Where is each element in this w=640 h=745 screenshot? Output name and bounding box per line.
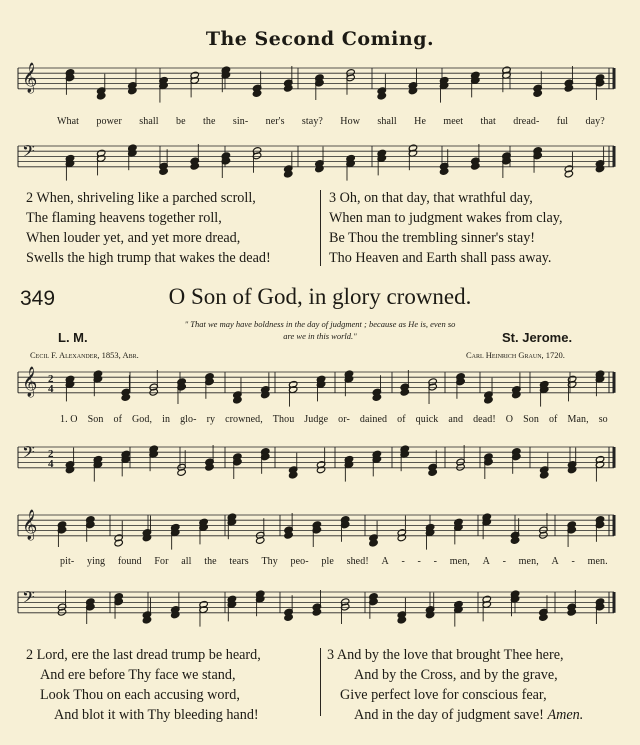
- lyric-syllable: shall: [377, 116, 397, 127]
- lyric-syllable: peo-: [290, 556, 309, 567]
- lyric-syllable: power: [96, 116, 122, 127]
- lyric-syllable: men.: [587, 556, 608, 567]
- verse-line: And blot it with Thy bleeding hand!: [54, 707, 259, 723]
- tune-name: St. Jerome.: [502, 330, 573, 345]
- lyric-syllable: and: [448, 414, 464, 425]
- lyric-syllable: men,: [449, 556, 470, 567]
- verse-line: The flaming heavens together roll,: [26, 210, 222, 226]
- bass-clef-icon: 𝄢: [22, 442, 35, 466]
- lyric-syllable: the: [204, 556, 217, 567]
- lyric-syllable: A: [381, 556, 389, 567]
- time-signature-bottom: 4: [48, 383, 54, 395]
- verse-line: Give perfect love for conscious fear,: [340, 687, 547, 703]
- verse-2-top: [26, 188, 271, 268]
- lyric-syllable: 1. O: [60, 414, 78, 425]
- lyric-syllable: all: [181, 556, 192, 567]
- lyric-syllable: shall: [139, 116, 159, 127]
- lyric-syllable: day?: [585, 116, 605, 127]
- bass-clef-icon: 𝄢: [22, 587, 35, 611]
- verse-line: 2 When, shriveling like a parched scroll,: [26, 190, 256, 206]
- time-signature-bottom: 4: [48, 458, 54, 470]
- lyric-syllable: dread-: [513, 116, 540, 127]
- lyric-syllable: quick: [415, 414, 439, 425]
- verse-line: Look Thou on each accusing word,: [40, 687, 240, 703]
- lyric-syllable: meet: [443, 116, 464, 127]
- lyric-syllable: dained: [359, 414, 388, 425]
- verse-line: When louder yet, and yet more dread,: [26, 230, 241, 246]
- lyric-syllable: men,: [518, 556, 539, 567]
- lyric-syllable: Man,: [567, 414, 589, 425]
- lyric-syllable: crowned,: [225, 414, 263, 425]
- lyric-syllable: Judge: [304, 414, 329, 425]
- hymn-meter: L. M.: [58, 330, 88, 345]
- amen: Amen.: [547, 707, 584, 723]
- lyric-syllable: shed!: [346, 556, 369, 567]
- treble-clef-icon: 𝄞: [22, 63, 38, 93]
- lyric-syllable: -: [417, 556, 421, 567]
- lyric-syllable: Son: [523, 414, 539, 425]
- scripture-epigraph: " That we may have boldness in the day of judgment ; because as He is, even so are we in this world.": [184, 319, 456, 341]
- lyric-syllable: found: [117, 556, 142, 567]
- lyric-syllable: For: [154, 556, 169, 567]
- time-signature-top: 2: [48, 448, 54, 460]
- treble-clef-icon: 𝄞: [22, 510, 38, 540]
- verse-3: [327, 645, 583, 725]
- lyric-syllable: ple: [321, 556, 334, 567]
- lyric-syllable: -: [401, 556, 405, 567]
- lyric-syllable: ry: [206, 414, 216, 425]
- verse-line: And by the Cross, and by the grave,: [354, 667, 558, 683]
- lyric-syllable: What: [57, 116, 80, 127]
- lyric-syllable: O: [505, 414, 514, 425]
- verse-line: And in the day of judgment save! Amen.: [354, 707, 584, 723]
- lyric-syllable: Thou: [272, 414, 295, 425]
- lyric-syllable: ful: [556, 116, 569, 127]
- verse-number: 3: [329, 190, 337, 206]
- lyric-syllable: God,: [131, 414, 153, 425]
- verse-number: 3: [327, 647, 335, 663]
- hymn-number: 349: [20, 287, 56, 310]
- lyric-syllable: tears: [229, 556, 249, 567]
- verse-divider: [320, 648, 321, 716]
- lyric-syllable: of: [548, 414, 558, 425]
- lyric-syllable: stay?: [301, 116, 323, 127]
- time-signature-top: 2: [48, 373, 54, 385]
- lyric-syllable: be: [175, 116, 186, 127]
- verse-line: Swells the high trump that wakes the dead!: [26, 250, 271, 266]
- lyric-syllable: A: [482, 556, 490, 567]
- verse-line: Be Thou the trembling sinner's stay!: [329, 230, 536, 246]
- verse-number: 2: [26, 647, 34, 663]
- verse-line: When man to judgment wakes from clay,: [329, 210, 563, 226]
- verse-line: Tho Heaven and Earth shall pass away.: [329, 250, 552, 266]
- lyric-syllable: of: [397, 414, 406, 425]
- treble-clef-icon: 𝄞: [22, 367, 38, 397]
- lyric-syllable: so: [598, 414, 608, 425]
- verse-line: 3 Oh, on that day, that wrathful day,: [329, 190, 533, 206]
- lyric-syllable: ying: [86, 556, 106, 567]
- lyric-line-2: [60, 556, 608, 567]
- lyric-syllable: He: [414, 116, 426, 127]
- bass-clef-icon: 𝄢: [22, 141, 35, 165]
- lyric-syllable: or-: [338, 414, 350, 425]
- lyric-syllable: -: [502, 556, 506, 567]
- verse-divider: [320, 190, 321, 266]
- lyric-syllable: dead!: [473, 414, 496, 425]
- verse-number: 2: [26, 190, 34, 206]
- lyric-line-1: [60, 414, 608, 425]
- lyric-syllable: -: [571, 556, 575, 567]
- verse-line: 3 And by the love that brought Thee here,: [327, 647, 564, 663]
- lyric-syllable: Son: [87, 414, 104, 425]
- lyric-line-top: [57, 116, 605, 127]
- lyric-syllable: in: [162, 414, 171, 425]
- composer-credit: Carl Heinrich Graun, 1720.: [466, 350, 565, 360]
- hymn-title: O Son of God, in glory crowned.: [168, 284, 472, 309]
- lyric-syllable: pit-: [60, 556, 75, 567]
- lyric-syllable: How: [340, 116, 361, 127]
- lyric-syllable: sin-: [232, 116, 249, 127]
- lyric-syllable: glo-: [180, 414, 197, 425]
- previous-hymn-title: The Second Coming.: [205, 28, 435, 50]
- lyric-syllable: of: [113, 414, 122, 425]
- verse-2: [26, 645, 261, 725]
- lyric-syllable: ner's: [265, 116, 285, 127]
- lyric-syllable: the: [202, 116, 216, 127]
- verse-3-top: [329, 188, 563, 268]
- verse-line: 2 Lord, ere the last dread trump be heard,: [26, 647, 261, 663]
- lyric-syllable: -: [433, 556, 438, 567]
- lyric-syllable: that: [480, 116, 496, 127]
- lyric-syllable: Thy: [261, 556, 278, 567]
- verse-line: And ere before Thy face we stand,: [40, 667, 236, 683]
- author-credit: Cecil F. Alexander, 1853, Abr.: [30, 350, 139, 360]
- lyric-syllable: A: [551, 556, 559, 567]
